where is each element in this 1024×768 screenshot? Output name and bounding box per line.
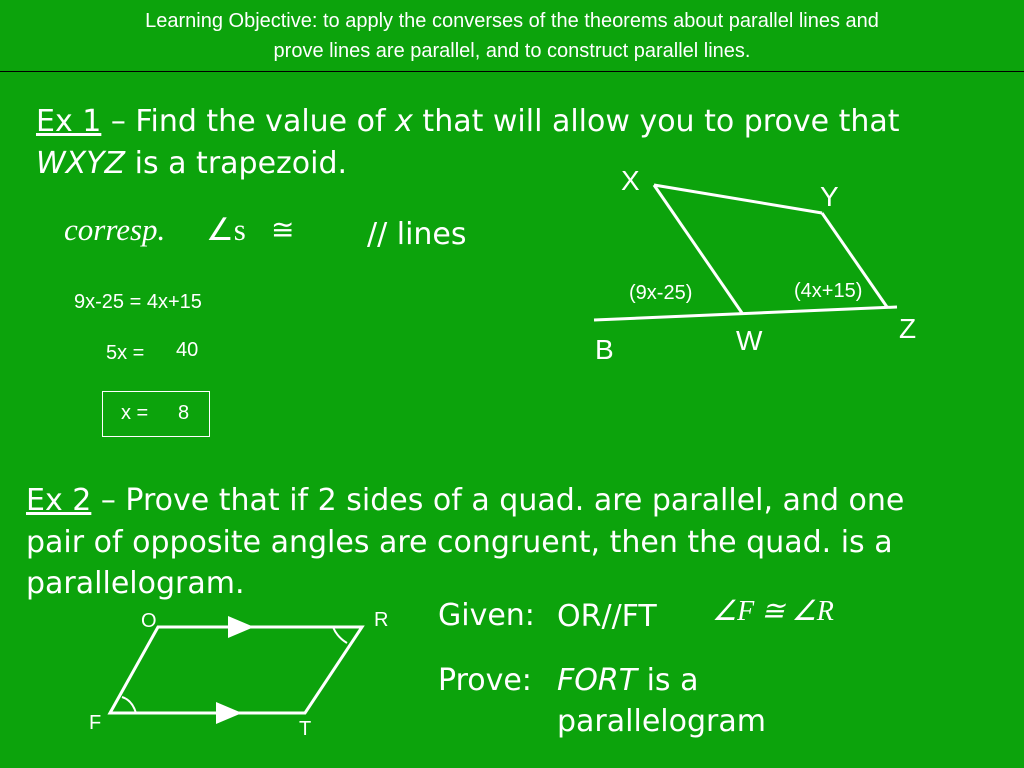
angle-symbol: ∠s [206,212,246,247]
equation-step-2-lhs: 5x = [106,342,145,364]
congruent-symbol: ≅ [271,215,295,246]
ex2-prompt-line-2: pair of opposite angles are congruent, then the quad. is a [26,525,893,560]
objective-line-1: Learning Objective: to apply the converses of the theorems about parallel lines and [145,10,879,32]
parallel-lines-text: // lines [367,217,467,252]
ex2-prompt-line-1: Ex 2 – Prove that if 2 sides of a quad. are parallel, and one [26,483,905,518]
vertex-r-label: R [374,609,389,631]
prove-statement-line-2: parallelogram [557,704,766,739]
given-label: Given: [438,598,535,633]
vertex-t-label: T [299,718,312,740]
line-bz [594,307,897,320]
parallel-arrow-top [228,616,254,638]
ex1-prompt-line-2: WXYZ is a trapezoid. [36,146,348,181]
segment-xy [654,185,822,213]
objective-line-2: prove lines are parallel, and to construct parallel lines. [273,40,751,62]
vertex-o-label: O [141,610,157,632]
angle-expression-right: (4x+15) [794,280,863,302]
angle-mark-r [333,627,347,643]
vertex-x-label: X [621,165,640,196]
parallel-arrow-bottom [216,702,242,724]
prove-quad-name: FORT [557,663,638,698]
corresponding-angles-text: corresp. [64,212,166,247]
prove-statement-line-1: FORT is a [557,663,699,698]
answer-lhs: x = [121,402,149,424]
vertex-z-label: Z [899,313,917,344]
given-value: OR//FT [557,599,657,634]
ex1-quad-name: WXYZ [36,146,126,181]
ex1-label: Ex 1 [36,104,102,139]
ex1-prompt-line-1: Ex 1 – Find the value of x that will allow you to prove that [36,104,900,139]
equation-step-2-rhs: 40 [176,339,199,361]
answer-rhs: 8 [178,402,190,424]
ex1-variable: x [395,104,413,139]
angle-expression-left: (9x-25) [629,282,693,304]
given-angle-congruence: ∠F ≅ ∠R [712,596,834,627]
vertex-y-label: Y [820,181,839,212]
ex2-prompt-line-3: parallelogram. [26,566,245,601]
equation-step-1: 9x-25 = 4x+15 [74,291,202,313]
prove-label: Prove: [438,663,532,698]
ex2-label: Ex 2 [26,483,92,518]
vertex-f-label: F [89,712,102,734]
parallelogram-fort [110,627,362,713]
point-b-label: B [595,334,614,365]
angle-mark-f [122,697,136,713]
vertex-w-label: W [736,325,763,356]
